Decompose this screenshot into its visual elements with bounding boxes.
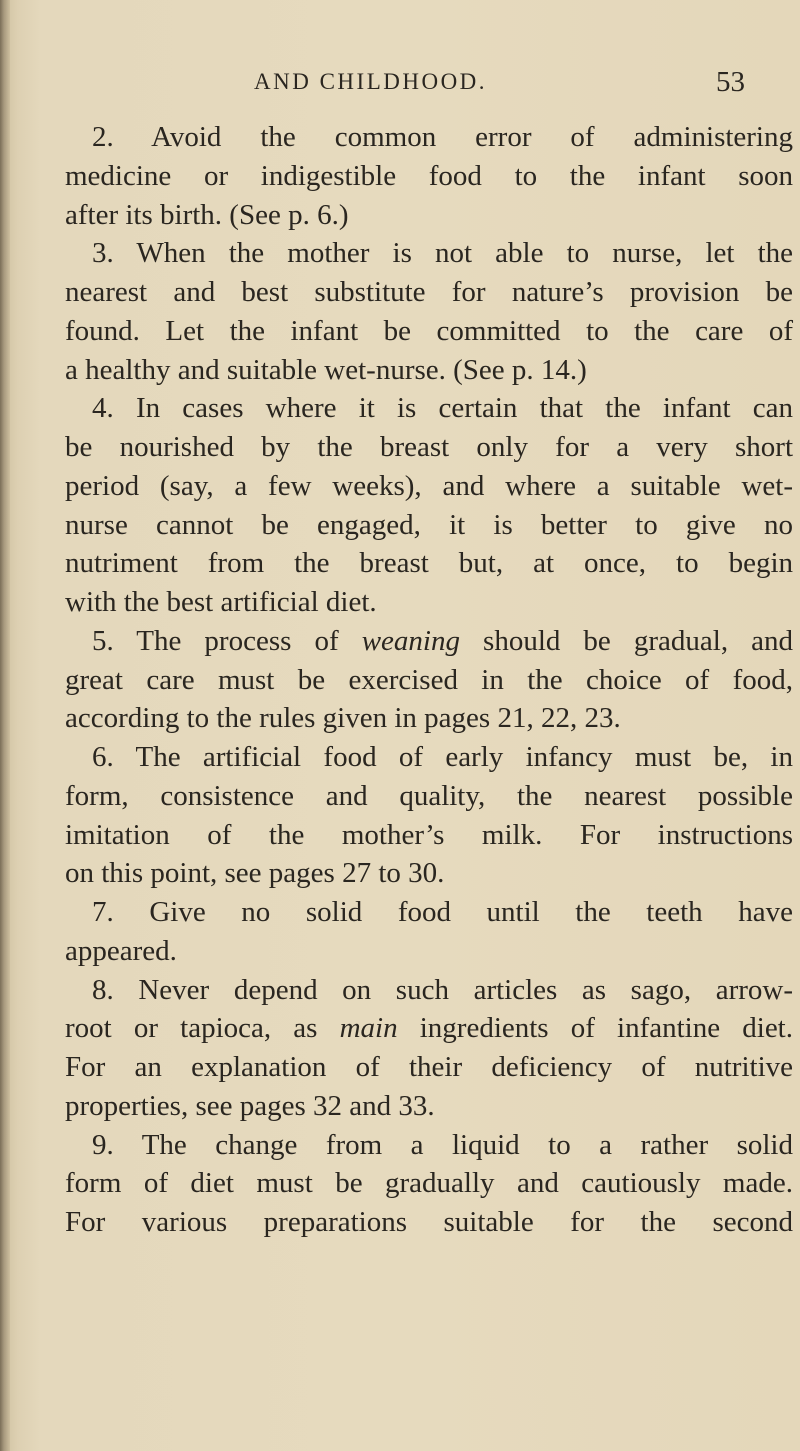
text-line: form, consistence and quality, the nearest possible (65, 779, 793, 812)
text-line: period (say, a few weeks), and where a suitable wet- (65, 469, 793, 502)
text-line: be nourished by the breast only for a very short (65, 431, 793, 463)
text-line: properties, see pages 32 and 33. (65, 1089, 435, 1122)
binding-gutter (0, 0, 10, 1451)
text-line: 4. In cases where it is certain that the infant can (92, 392, 793, 425)
running-head-title: AND CHILDHOOD. (254, 69, 488, 94)
text-line: 7. Give no solid food until the teeth have (92, 896, 793, 928)
text-line: For various preparations suitable for the second (65, 1206, 793, 1238)
text-segment: 5. The process of (92, 624, 362, 657)
text-line: according to the rules given in pages 21, 22, 23. (65, 702, 621, 735)
text-line (65, 1009, 793, 1048)
text-line: appeared. (65, 934, 177, 967)
text-line: 9. The change from a liquid to a rather solid (92, 1128, 793, 1161)
text-line: form of diet must be gradually and cautiously made. (65, 1167, 793, 1200)
text-line: nurse cannot be engaged, it is better to give no (65, 508, 793, 541)
text-line: For an explanation of their deficiency of nutritive (65, 1051, 793, 1083)
text-line: medicine or indigestible food to the infant soon (65, 159, 793, 192)
text-line: on this point, see pages 27 to 30. (65, 857, 445, 890)
text-line: 2. Avoid the common error of administering (92, 121, 793, 153)
text-line: nearest and best substitute for nature’s provision be (65, 276, 793, 308)
running-head (0, 62, 800, 102)
text-line: 8. Never depend on such articles as sago, arrow- (92, 973, 793, 1006)
page-number: 53 (716, 66, 745, 98)
text-line: after its birth. (See p. 6.) (65, 198, 349, 231)
text-line: a healthy and suitable wet-nurse. (See p. 14.) (65, 353, 587, 386)
text-line: nutriment from the breast but, at once, to begin (65, 547, 793, 580)
text-line: great care must be exercised in the choice of food, (65, 663, 793, 696)
text-segment: root or tapioca, as (65, 1012, 340, 1045)
text-line: with the best artificial diet. (65, 586, 377, 618)
text-line: found. Let the infant be committed to the care of (65, 314, 793, 347)
text-segment: should be gradual, and (459, 624, 793, 657)
text-line: 3. When the mother is not able to nurse, let the (92, 237, 793, 270)
text-line (65, 622, 793, 661)
text-line: 6. The artificial food of early infancy must be, in (92, 741, 793, 773)
italic-word: weaning (361, 624, 460, 657)
italic-word: main (339, 1012, 398, 1045)
text-line: imitation of the mother’s milk. For instructions (65, 818, 793, 851)
body-text (65, 118, 793, 1242)
text-segment: ingredients of infantine diet. (397, 1012, 793, 1045)
